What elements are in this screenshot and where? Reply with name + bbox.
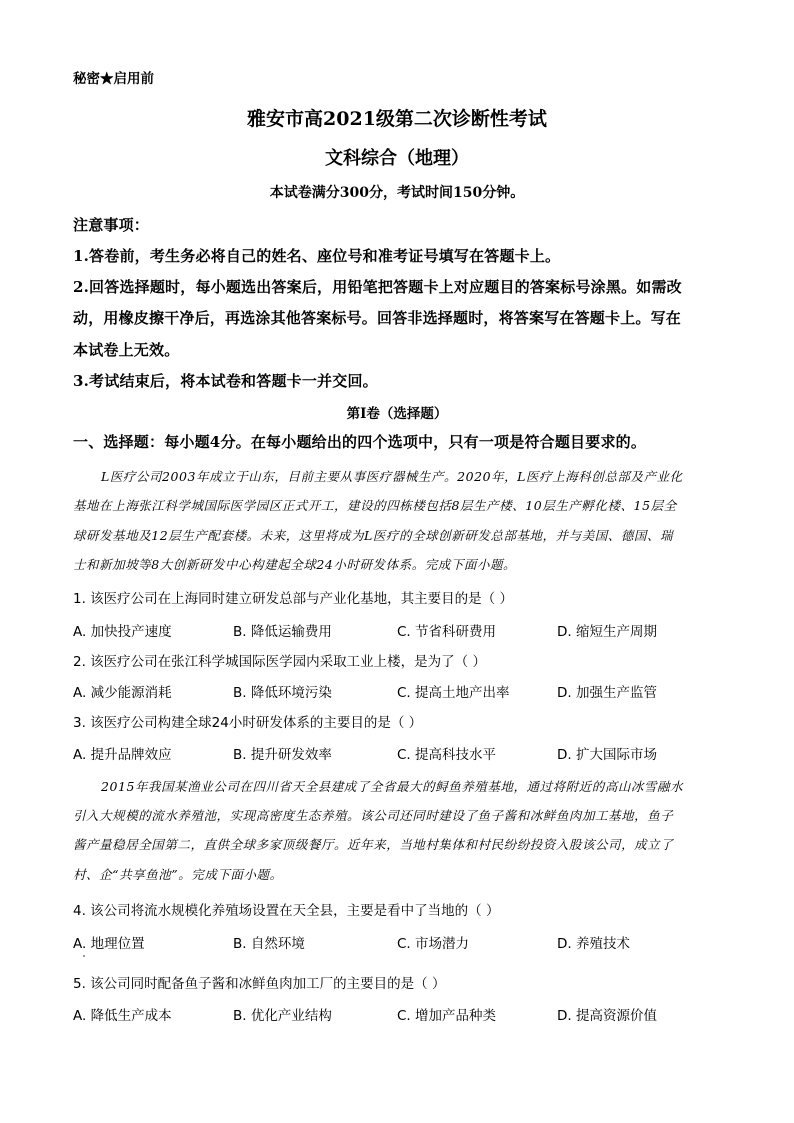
question-1-option-c: C. 节省科研费用 xyxy=(397,624,497,640)
passage-2-line-1: 2015年我国某渔业公司在四川省天全县建成了全省最大的鲟鱼养殖基地，通过将附近的高山冰雪融水 xyxy=(101,779,684,794)
question-3-option-d: D. 扩大国际市场 xyxy=(557,747,657,763)
passage-1-line-2: 基地在上海张江科学城国际医学园区正式开工，建设的四栋楼包括8层生产楼、10层生产孵化楼、15层全 xyxy=(73,498,677,513)
question-5-stem: 5. 该公司同时配备鱼子酱和冰鲜鱼肉加工厂的主要目的是（ ） xyxy=(73,976,446,992)
exam-title: 雅安市高2021级第二次诊断性考试 xyxy=(247,108,547,130)
question-5-option-b: B. 优化产业结构 xyxy=(233,1008,332,1024)
notes-heading: 注意事项： xyxy=(73,216,150,234)
question-2-option-b: B. 降低环境污染 xyxy=(233,685,332,701)
question-4-option-c: C. 市场潜力 xyxy=(397,936,470,952)
passage-1-line-3: 球研发基地及12层生产配套楼。未来，这里将成为L医疗的全球创新研发总部基地，并与美国、德国、瑞 xyxy=(73,528,674,543)
question-4-option-d: D. 养殖技术 xyxy=(557,936,630,952)
passage-1-line-1: L医疗公司2003年成立于山东，目前主要从事医疗器械生产。2020年，L医疗上海科创总部及产业化 xyxy=(101,469,683,484)
question-3-option-b: B. 提升研发效率 xyxy=(233,747,332,763)
question-1-option-d: D. 缩短生产周期 xyxy=(557,624,657,640)
question-5-option-a: A. 降低生产成本 xyxy=(73,1008,172,1024)
note-2-line-2: 动，用橡皮擦干净后，再选涂其他答案标号。回答非选择题时，将答案写在答题卡上。写在 xyxy=(73,309,682,327)
question-4-option-a: A. 地理位置 xyxy=(73,936,145,952)
note-2-line-1: 2.回答选择题时，每小题选出答案后，用铅笔把答题卡上对应题目的答案标号涂黑。如需改 xyxy=(73,278,682,296)
question-4-stem: 4. 该公司将流水规模化养殖场设置在天全县，主要是看中了当地的（ ） xyxy=(73,903,500,919)
secret-label: 秘密★启用前 xyxy=(73,71,154,87)
exam-info: 本试卷满分300分，考试时间150分钟。 xyxy=(269,185,525,201)
section-instruction: 一、选择题：每小题4分。在每小题给出的四个选项中，只有一项是符合题目要求的。 xyxy=(73,433,647,451)
note-1: 1.答卷前，考生务必将自己的姓名、座位号和准考证号填写在答题卡上。 xyxy=(73,247,561,265)
stray-mark xyxy=(83,955,85,957)
question-5-option-c: C. 增加产品种类 xyxy=(397,1008,497,1024)
question-2-option-d: D. 加强生产监管 xyxy=(557,685,657,701)
question-5-option-d: D. 提高资源价值 xyxy=(557,1008,657,1024)
passage-2-line-3: 酱产量稳居全国第二，直供全球多家顶级餐厅。近年来，当地村集体和村民纷纷投资入股该公司，成立了 xyxy=(73,837,674,852)
section-title: 第Ⅰ卷（选择题） xyxy=(346,406,448,422)
passage-1-line-4: 士和新加坡等8大创新研发中心构建起全球24小时研发体系。完成下面小题。 xyxy=(73,557,517,572)
question-4-option-b: B. 自然环境 xyxy=(233,936,305,952)
question-3-option-c: C. 提高科技水平 xyxy=(397,747,497,763)
question-1-stem: 1. 该医疗公司在上海同时建立研发总部与产业化基地，其主要目的是（ ） xyxy=(73,591,513,607)
question-2-option-c: C. 提高土地产出率 xyxy=(397,685,510,701)
question-3-option-a: A. 提升品牌效应 xyxy=(73,747,172,763)
question-2-stem: 2. 该医疗公司在张江科学城国际医学园内采取工业上楼，是为了（ ） xyxy=(73,654,486,670)
question-1-option-a: A. 加快投产速度 xyxy=(73,624,172,640)
note-3: 3.考试结束后，将本试卷和答题卡一并交回。 xyxy=(73,372,378,390)
passage-2-line-2: 引入大规模的流水养殖池，实现高密度生态养殖。该公司还同时建设了鱼子酱和冰鲜鱼肉加工基地，鱼子 xyxy=(73,808,674,823)
question-2-option-a: A. 减少能源消耗 xyxy=(73,685,172,701)
note-2-line-3: 本试卷上无效。 xyxy=(73,341,180,359)
exam-subtitle: 文科综合（地理） xyxy=(325,148,469,169)
question-3-stem: 3. 该医疗公司构建全球24小时研发体系的主要目的是（ ） xyxy=(73,715,423,731)
passage-2-line-4: 村、企“共享鱼池”。完成下面小题。 xyxy=(73,867,283,882)
question-1-option-b: B. 降低运输费用 xyxy=(233,624,332,640)
